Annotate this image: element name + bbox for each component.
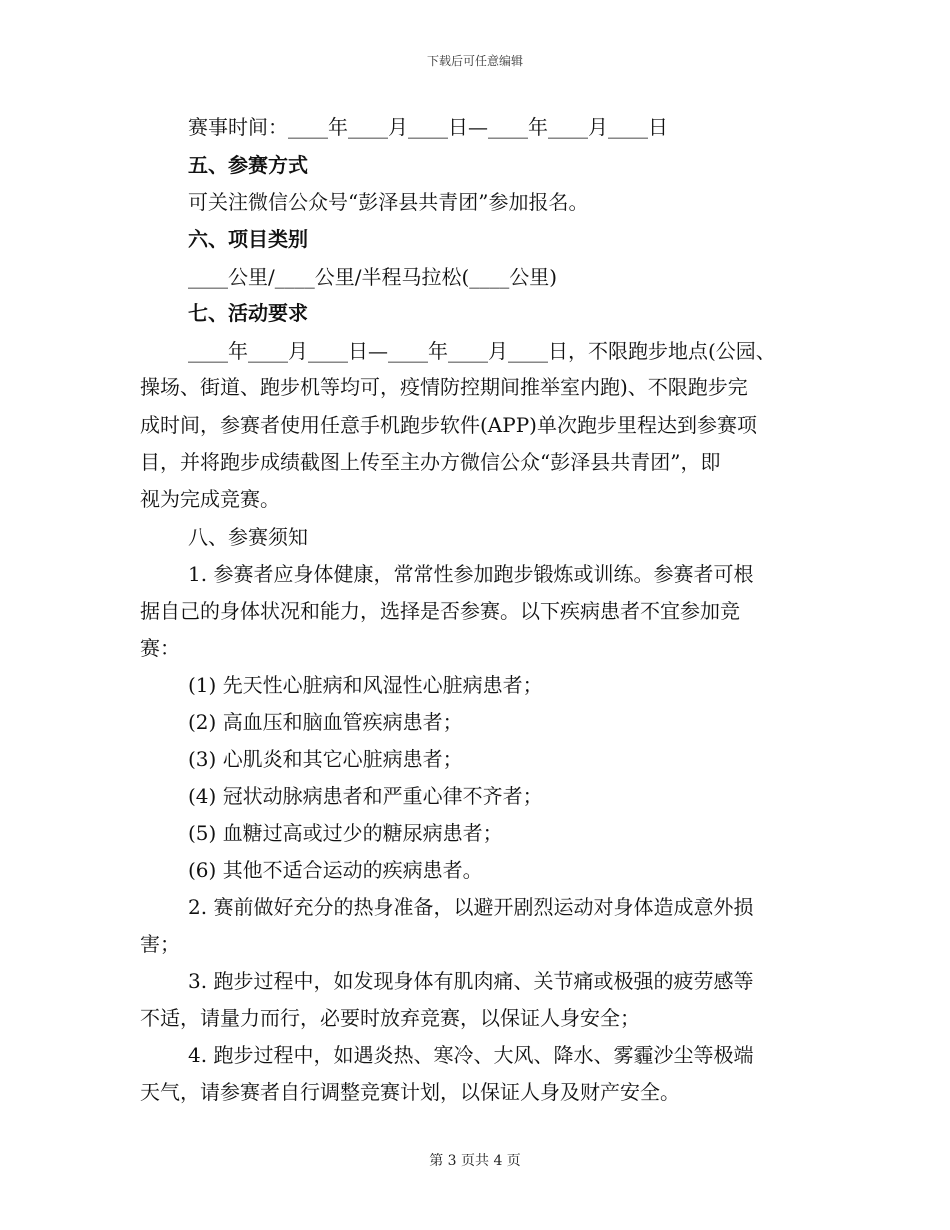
notice-item-1: 1. 参赛者应身体健康，常常性参加跑步锻炼或训练。参赛者可根 — [188, 562, 754, 586]
registration-text: 可关注微信公众号“彭泽县共青团”参加报名。 — [188, 190, 589, 214]
requirement-line: 视为完成竞赛。 — [140, 487, 280, 511]
notice-item-3-cont: 不适，请量力而行，必要时放弃竞赛，以保证人身安全； — [140, 1006, 640, 1030]
disease-item: (5) 血糖过高或过少的糖尿病患者； — [188, 821, 503, 845]
requirement-line: 成时间，参赛者使用任意手机跑步软件(APP)单次跑步里程达到参赛项 — [140, 413, 757, 437]
notice-item-2: 2. 赛前做好充分的热身准备，以避开剧烈运动对身体造成意外损 — [188, 895, 754, 919]
requirement-line: ____年____月____日—____年____月____日，不限跑步地点(公园、 — [188, 339, 776, 363]
disease-item: (4) 冠状动脉病患者和严重心律不齐者； — [188, 784, 543, 808]
page-footer: 第 3 页共 4 页 — [429, 1153, 521, 1169]
notice-item-4-cont: 天气，请参赛者自行调整竞赛计划，以保证人身及财产安全。 — [140, 1080, 680, 1104]
disease-item: (6) 其他不适合运动的疾病患者。 — [188, 858, 483, 882]
disease-item: (1) 先天性心脏病和风湿性心脏病患者； — [188, 673, 543, 697]
requirement-line: 操场、街道、跑步机等均可，疫情防控期间推举室内跑)、不限跑步完 — [140, 375, 748, 399]
category-text: ____公里/____公里/半程马拉松(____公里) — [188, 265, 558, 289]
notice-item-2-cont: 害； — [140, 932, 180, 956]
requirement-line: 目，并将跑步成绩截图上传至主办方微信公众“彭泽县共青团”，即 — [140, 450, 721, 474]
section-heading-7: 七、活动要求 — [188, 301, 308, 325]
notice-item-1-cont: 赛： — [140, 636, 180, 660]
page-header: 下载后可任意编辑 — [426, 54, 523, 68]
section-heading-5: 五、参赛方式 — [188, 153, 308, 177]
event-time-line: 赛事时间：____年____月____日—____年____月____日 — [188, 115, 668, 139]
disease-item: (3) 心肌炎和其它心脏病患者； — [188, 747, 463, 771]
notice-item-4: 4. 跑步过程中，如遇炎热、寒冷、大风、降水、雾霾沙尘等极端 — [188, 1043, 754, 1067]
section-heading-6: 六、项目类别 — [188, 227, 308, 251]
section-heading-8: 八、参赛须知 — [188, 525, 308, 549]
notice-item-3: 3. 跑步过程中，如发现身体有肌肉痛、关节痛或极强的疲劳感等 — [188, 969, 754, 993]
notice-item-1-cont: 据自己的身体状况和能力，选择是否参赛。以下疾病患者不宜参加竞 — [140, 599, 740, 623]
disease-item: (2) 高血压和脑血管疾病患者； — [188, 710, 463, 734]
